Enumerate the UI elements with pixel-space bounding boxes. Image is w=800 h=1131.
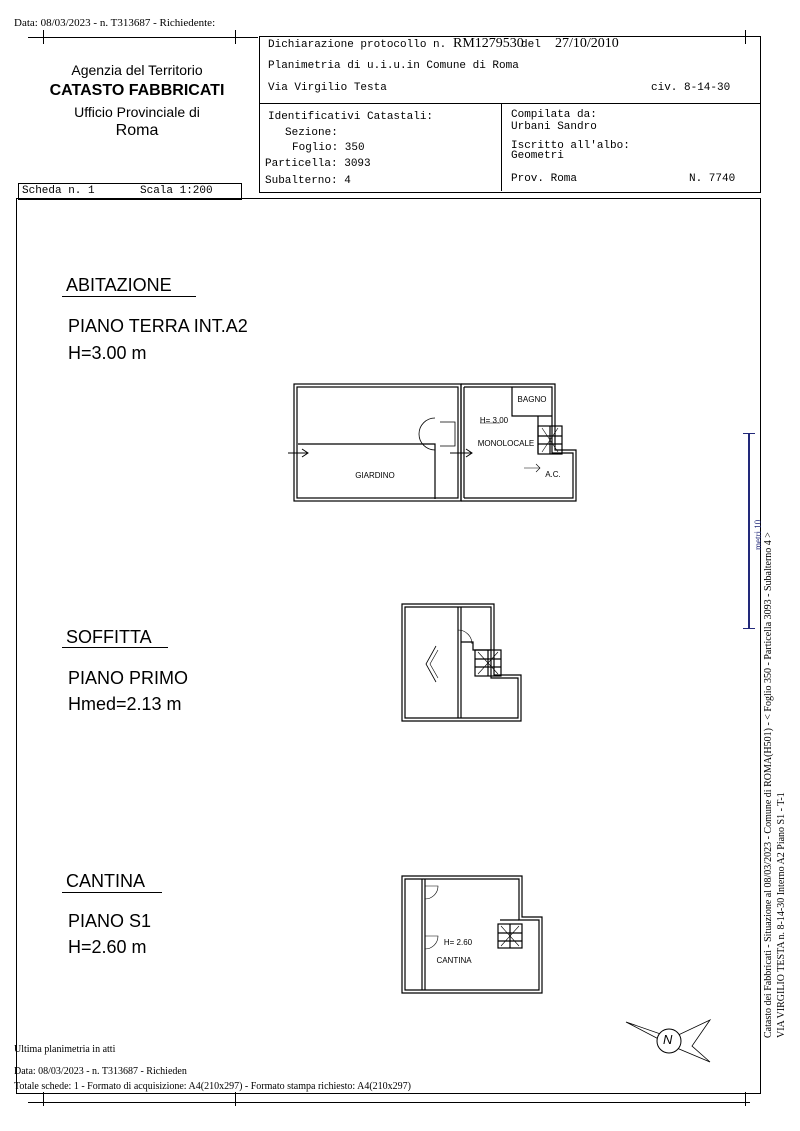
subalterno: Subalterno: 4 bbox=[265, 175, 351, 187]
identificativi-divider bbox=[501, 104, 502, 191]
room-label-bagno: BAGNO bbox=[517, 395, 547, 404]
province: Prov. Roma bbox=[511, 173, 578, 185]
floor-level-soffitta: PIANO PRIMO bbox=[68, 668, 189, 688]
room-label-cantina: CANTINA bbox=[436, 956, 472, 965]
floor-height-abitazione: H=3.00 m bbox=[68, 343, 147, 363]
floor-title-cantina: CANTINA bbox=[66, 871, 146, 891]
sezione: Sezione: bbox=[285, 127, 338, 139]
title-underline bbox=[62, 892, 162, 893]
protocol-del: del bbox=[521, 39, 541, 51]
scale-marker-line bbox=[748, 433, 750, 629]
room-height-label: H= 3.00 bbox=[479, 416, 509, 425]
corner-tick bbox=[43, 1092, 44, 1106]
ufficio-label: Ufficio Provinciale di bbox=[74, 104, 200, 120]
side-cadastral-line2: VIA VIRGILIO TESTA n. 8-14-30 Interno A2 Piano S1 - T-1 bbox=[776, 792, 787, 1038]
scheda-number: Scheda n. 1 bbox=[22, 185, 95, 197]
planimetria-line: Planimetria di u.i.u.in Comune di Roma bbox=[268, 60, 519, 72]
footer-date: Data: 08/03/2023 - n. T313687 - Richieden bbox=[14, 1066, 187, 1077]
room-label-ac: A.C. bbox=[545, 470, 561, 479]
particella: Particella: 3093 bbox=[265, 158, 371, 170]
room-height-label: H= 2.60 bbox=[443, 938, 473, 947]
foglio: Foglio: 350 bbox=[292, 142, 365, 154]
albo-label: Iscritto all'albo: bbox=[511, 140, 630, 152]
compilata-label: Compilata da: bbox=[511, 109, 597, 121]
registration-number: N. 7740 bbox=[689, 173, 736, 185]
address: Via Virgilio Testa bbox=[268, 82, 387, 94]
header-line bbox=[28, 37, 258, 38]
agency-name: Agenzia del Territorio bbox=[71, 62, 203, 78]
compilata-name: Urbani Sandro bbox=[511, 121, 597, 133]
corner-tick bbox=[745, 1092, 746, 1106]
side-cadastral-line1: Catasto dei Fabbricati - Situazione al 08/03/2023 - Comune di ROMA(H501) - < Foglio 350 - Particella 3093 - Subalterno 4 > bbox=[763, 532, 774, 1038]
albo-value: Geometri bbox=[511, 150, 564, 162]
civic-number: civ. 8-14-30 bbox=[651, 82, 731, 94]
scale-marker-label: metri 10 bbox=[753, 519, 763, 550]
catasto-title: CATASTO FABBRICATI bbox=[49, 82, 225, 99]
ufficio-city: Roma bbox=[115, 122, 159, 139]
attic-plan bbox=[398, 600, 528, 725]
north-label: N bbox=[663, 1032, 673, 1047]
floor-title-abitazione: ABITAZIONE bbox=[66, 275, 172, 295]
identificativi-title: Identificativi Catastali: bbox=[268, 111, 434, 123]
ultima-planimetria: Ultima planimetria in atti bbox=[14, 1044, 116, 1055]
title-underline bbox=[62, 296, 196, 297]
floor-level-cantina: PIANO S1 bbox=[68, 911, 152, 931]
scale-marker-tick bbox=[743, 433, 755, 434]
room-label-giardino: GIARDINO bbox=[355, 471, 395, 480]
floor-height-soffitta: Hmed=2.13 m bbox=[68, 694, 182, 714]
corner-tick bbox=[235, 1092, 236, 1106]
protocol-label: Dichiarazione protocollo n. bbox=[268, 39, 447, 51]
footer-line bbox=[28, 1102, 750, 1103]
floor-height-cantina: H=2.60 m bbox=[68, 937, 147, 957]
declaration-divider bbox=[259, 103, 760, 104]
scale-marker-tick bbox=[743, 628, 755, 629]
protocol-number: RM1279530 bbox=[453, 36, 524, 51]
protocol-date: 27/10/2010 bbox=[555, 36, 619, 51]
top-stamp: Data: 08/03/2023 - n. T313687 - Richiedente: bbox=[14, 17, 216, 29]
floor-title-soffitta: SOFFITTA bbox=[66, 627, 152, 647]
room-label-monolocale: MONOLOCALE bbox=[477, 439, 535, 448]
floor-level-abitazione: PIANO TERRA INT.A2 bbox=[68, 316, 248, 336]
footer-totale: Totale schede: 1 - Formato di acquisizione: A4(210x297) - Formato stampa richiesto: A4(210x297) bbox=[14, 1081, 411, 1092]
ground-floor-plan bbox=[280, 378, 580, 508]
cellar-plan bbox=[398, 872, 548, 997]
title-underline bbox=[62, 647, 168, 648]
scheda-scale: Scala 1:200 bbox=[140, 185, 213, 197]
